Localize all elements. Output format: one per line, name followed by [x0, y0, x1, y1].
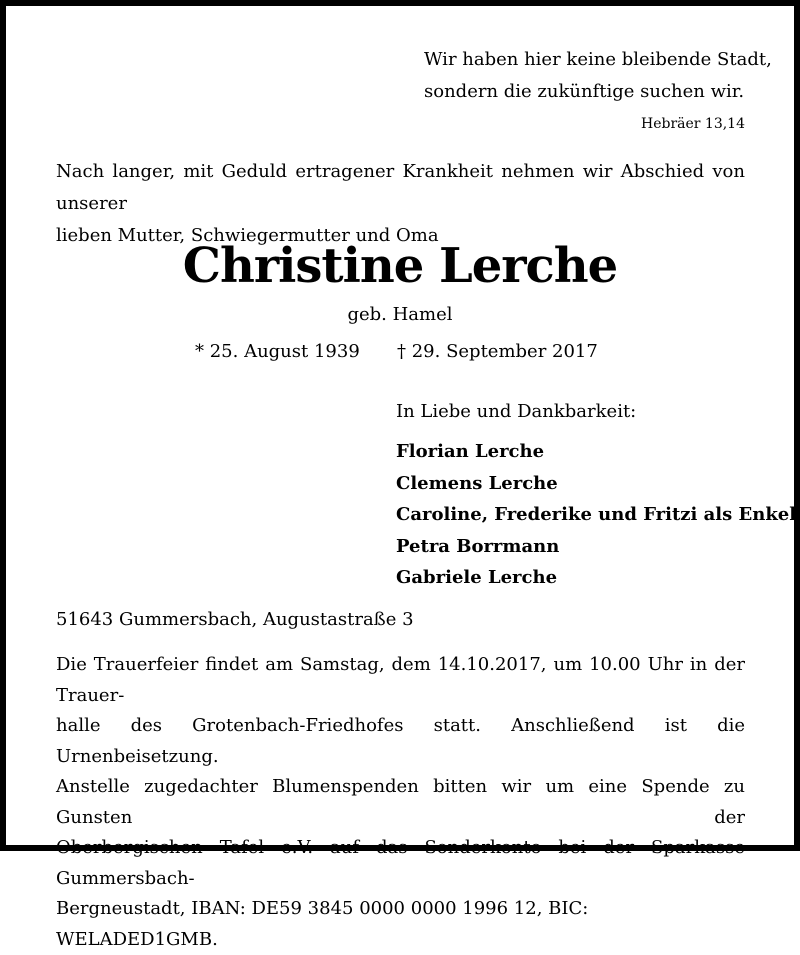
notice-line: halle des Grotenbach-Friedhofes statt. Anschließend ist die Urnenbeisetzung. [56, 715, 745, 767]
intro-line-1: Nach langer, mit Geduld ertragener Krankheit nehmen wir Abschied von unserer [56, 161, 745, 214]
verse-line-1: Wir haben hier keine bleibende Stadt, [424, 49, 772, 70]
verse-line-2: sondern die zukünftige suchen wir. [424, 81, 745, 102]
mourners-heading: In Liebe und Dankbarkeit: [396, 401, 637, 422]
notice-line: Anstelle zugedachter Blumenspenden bitten wir um eine Spende zu Gunsten der [56, 776, 745, 828]
mourner-name: Caroline, Frederike und Fritzi als Enkel [396, 504, 797, 525]
verse-reference: Hebräer 13,14 [640, 116, 745, 132]
intro-line-2: lieben Mutter, Schwiegermutter und Oma [56, 225, 439, 246]
death-date: † 29. September 2017 [397, 341, 598, 362]
notice-line: Bergneustadt, IBAN: DE59 3845 0000 0000 1996 12, BIC: WELADED1GMB. [56, 898, 589, 950]
birth-date: * 25. August 1939 [195, 341, 360, 362]
notice-line: Die Trauerfeier findet am Samstag, dem 14.10.2017, um 10.00 Uhr in der Trauer- [56, 654, 745, 706]
notice-line: Oberbergischen Tafel e.V. auf das Sonderkonto bei der Sparkasse Gummersbach- [56, 837, 745, 889]
mourner-name: Florian Lerche [396, 441, 545, 462]
deceased-name: Christine Lerche [182, 238, 618, 294]
mourner-name: Clemens Lerche [396, 472, 558, 494]
maiden-name: geb. Hamel [347, 304, 453, 325]
mourner-name: Gabriele Lerche [396, 567, 558, 588]
mourners-list [396, 436, 796, 594]
mourner-name: Petra Borrmann [396, 535, 560, 557]
funeral-notice [56, 650, 745, 955]
family-address: 51643 Gummersbach, Augustastraße 3 [56, 609, 414, 630]
